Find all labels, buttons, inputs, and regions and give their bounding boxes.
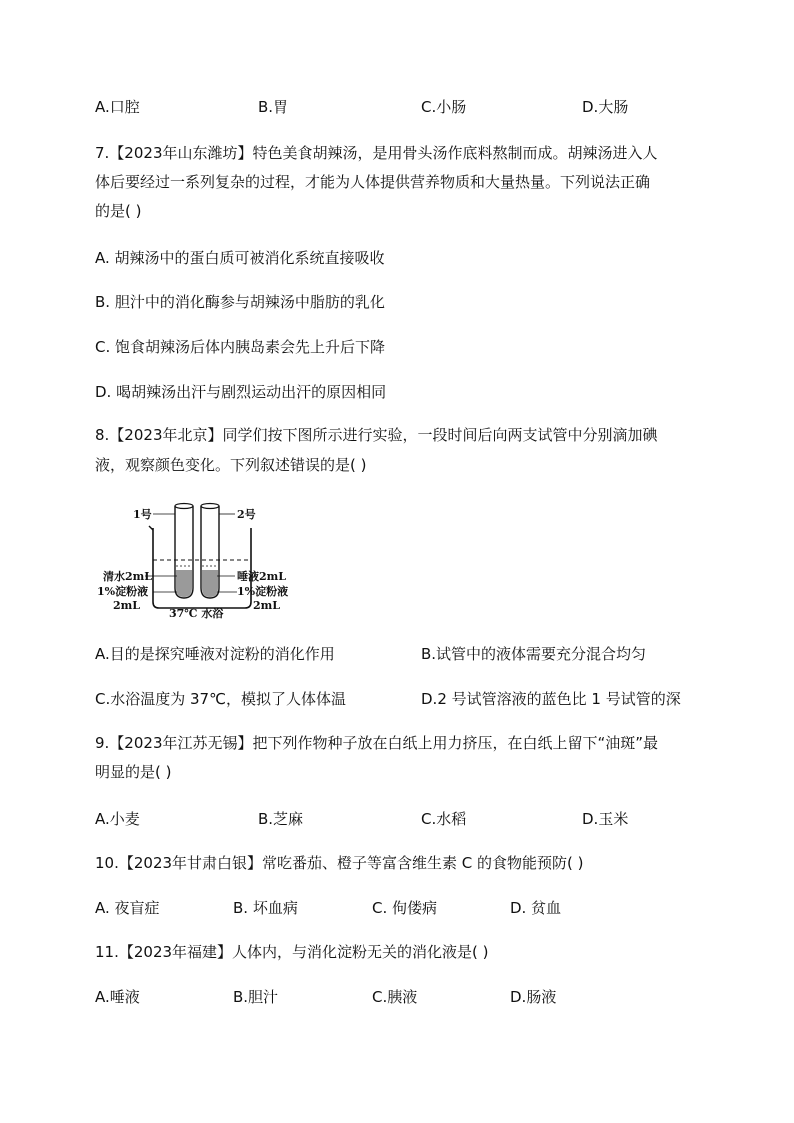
q6-option-b: B.胃 xyxy=(258,98,289,116)
q7-stem-line-2: 体后要经过一系列复杂的过程，才能为人体提供营养物质和大量热量。下列说法正确 xyxy=(95,173,651,191)
q10-stem: 10.【2023年甘肃白银】常吃番茄、橙子等富含维生素 C 的食物能预防( ) xyxy=(95,854,584,872)
q9-option-b: B.芝麻 xyxy=(258,810,304,828)
q11-stem: 11.【2023年福建】人体内，与消化淀粉无关的消化液是( ) xyxy=(95,943,489,961)
q8-stem-line-2: 液，观察颜色变化。下列叙述错误的是( ) xyxy=(95,456,367,474)
q7-option-a: A. 胡辣汤中的蛋白质可被消化系统直接吸收 xyxy=(95,249,385,267)
q11-option-c: C.胰液 xyxy=(372,988,418,1006)
q10-option-b: B. 坏血病 xyxy=(233,899,298,917)
test-tube-diagram xyxy=(95,500,305,620)
q7-stem-line-3: 的是( ) xyxy=(95,202,142,220)
q6-option-a: A.口腔 xyxy=(95,98,140,116)
q9-option-a: A.小麦 xyxy=(95,810,140,828)
label-tube-1: 1号 xyxy=(133,508,152,521)
tube-2-mouth xyxy=(201,504,219,509)
label-right-bot: 2mL xyxy=(253,599,281,612)
q8-option-d: D.2 号试管溶液的蓝色比 1 号试管的深 xyxy=(421,690,681,708)
q9-option-d: D.玉米 xyxy=(582,810,629,828)
q8-option-a: A.目的是探究唾液对淀粉的消化作用 xyxy=(95,645,335,663)
q7-option-c: C. 饱食胡辣汤后体内胰岛素会先上升后下降 xyxy=(95,338,386,356)
label-left-bot: 2mL xyxy=(113,599,141,612)
q8-stem-line-1: 8.【2023年北京】同学们按下图所示进行实验，一段时间后向两支试管中分别滴加碘 xyxy=(95,426,658,444)
label-right-top: 唾液2mL xyxy=(237,570,287,583)
tube-2-liquid xyxy=(202,570,218,597)
q7-option-b: B. 胆汁中的消化酶参与胡辣汤中脂肪的乳化 xyxy=(95,293,385,311)
label-right-mid: 1%淀粉液 xyxy=(237,585,289,598)
q11-option-b: B.胆汁 xyxy=(233,988,279,1006)
q8-option-b: B.试管中的液体需要充分混合均匀 xyxy=(421,645,647,663)
q6-option-d: D.大肠 xyxy=(582,98,629,116)
tube-1-mouth xyxy=(175,504,193,509)
q10-option-a: A. 夜盲症 xyxy=(95,899,160,917)
q9-option-c: C.水稻 xyxy=(421,810,467,828)
q8-option-c: C.水浴温度为 37℃，模拟了人体体温 xyxy=(95,690,346,708)
experiment-figure xyxy=(95,500,305,620)
q10-option-d: D. 贫血 xyxy=(510,899,562,917)
q7-stem-line-1: 7.【2023年山东潍坊】特色美食胡辣汤，是用骨头汤作底料熬制而成。胡辣汤进入人 xyxy=(95,144,658,162)
label-left-mid: 1%淀粉液 xyxy=(97,585,149,598)
label-left-top: 清水2mL xyxy=(103,570,153,583)
q7-option-d: D. 喝胡辣汤出汗与剧烈运动出汗的原因相同 xyxy=(95,383,387,401)
q9-stem-line-1: 9.【2023年江苏无锡】把下列作物种子放在白纸上用力挤压，在白纸上留下“油斑”最 xyxy=(95,734,659,752)
q10-option-c: C. 佝偻病 xyxy=(372,899,438,917)
q11-option-d: D.肠液 xyxy=(510,988,557,1006)
q6-option-c: C.小肠 xyxy=(421,98,467,116)
q11-option-a: A.唾液 xyxy=(95,988,140,1006)
label-water-bath: 37℃ 水浴 xyxy=(169,607,224,620)
tube-1-liquid xyxy=(176,570,192,597)
q9-stem-line-2: 明显的是( ) xyxy=(95,763,172,781)
label-tube-2: 2号 xyxy=(237,508,256,521)
